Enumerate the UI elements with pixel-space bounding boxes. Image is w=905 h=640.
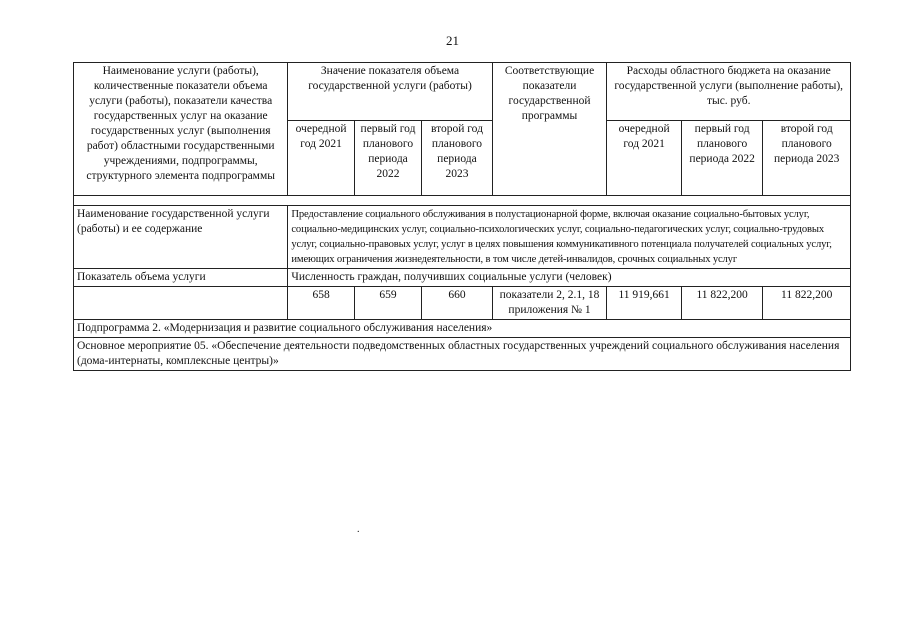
separator-row	[74, 196, 851, 206]
separator-cell	[74, 196, 851, 206]
volume-indicator-value: Численность граждан, получивших социальные услуги (человек)	[288, 269, 851, 287]
values-row	[74, 287, 851, 320]
header-row-1	[74, 63, 851, 121]
main-activity-row	[74, 338, 851, 371]
volume-indicator-label: Показатель объема услуги	[74, 269, 288, 287]
service-table	[73, 62, 851, 371]
header-expense-year-2021: очередной год 2021	[607, 120, 681, 196]
volume-value-2022: 659	[354, 287, 421, 320]
header-volume-year-2023: второй год планового периода 2023	[422, 120, 492, 196]
volume-value-2021: 658	[288, 287, 354, 320]
program-indicators: показатели 2, 2.1, 18 приложения № 1	[492, 287, 607, 320]
header-programs: Соответствующие показатели государственной программы	[492, 63, 607, 196]
service-name-label: Наименование государственной услуги (работы) и ее содержание	[74, 206, 288, 269]
page-number: 21	[446, 33, 459, 48]
stray-mark: .	[357, 524, 360, 535]
expense-value-2023: 11 822,200	[763, 287, 851, 320]
header-expense-year-2023: второй год планового периода 2023	[763, 120, 851, 196]
header-expense-year-2022: первый год планового периода 2022	[681, 120, 763, 196]
header-volume-year-2021: очередной год 2021	[288, 120, 354, 196]
header-expenses-group: Расходы областного бюджета на оказание государственной услуги (выполнение работы), тыс. руб.	[607, 63, 851, 121]
expense-value-2022: 11 822,200	[681, 287, 763, 320]
service-name-value: Предоставление социального обслуживания в полустационарной форме, включая оказание социально-бытовых услуг, социально-медицинских услуг, социально-психологических услуг, социально-педагогических услуг, социально-трудовых услуг, социально-правовых услуг, услуг в целях повышения коммуникативного потенциала получателей социальных услуг, имеющих ограничения жизнедеятельности, в том числе детей-инвалидов, срочных социальных услуг	[288, 206, 851, 269]
header-volume-group: Значение показателя объема государственной услуги (работы)	[288, 63, 492, 121]
header-volume-year-2022: первый год планового периода 2022	[354, 120, 421, 196]
volume-value-2023: 660	[422, 287, 492, 320]
subprogram-title: Подпрограмма 2. «Модернизация и развитие социального обслуживания населения»	[74, 320, 851, 338]
header-service-name: Наименование услуги (работы), количественные показатели объема услуги (работы), показатели качества государственных услуг на оказание государственных услуг (выполнения работ) областными государственными учреждениями, подпрограммы, структурного элемента подпрограммы	[74, 63, 288, 196]
values-empty-cell	[74, 287, 288, 320]
expense-value-2021: 11 919,661	[607, 287, 681, 320]
main-activity-title: Основное мероприятие 05. «Обеспечение деятельности подведомственных областных государственных учреждений социального обслуживания населения (дома-интернаты, комплексные центры)»	[74, 338, 851, 371]
subprogram-row	[74, 320, 851, 338]
volume-indicator-row	[74, 269, 851, 287]
service-name-row	[74, 206, 851, 269]
